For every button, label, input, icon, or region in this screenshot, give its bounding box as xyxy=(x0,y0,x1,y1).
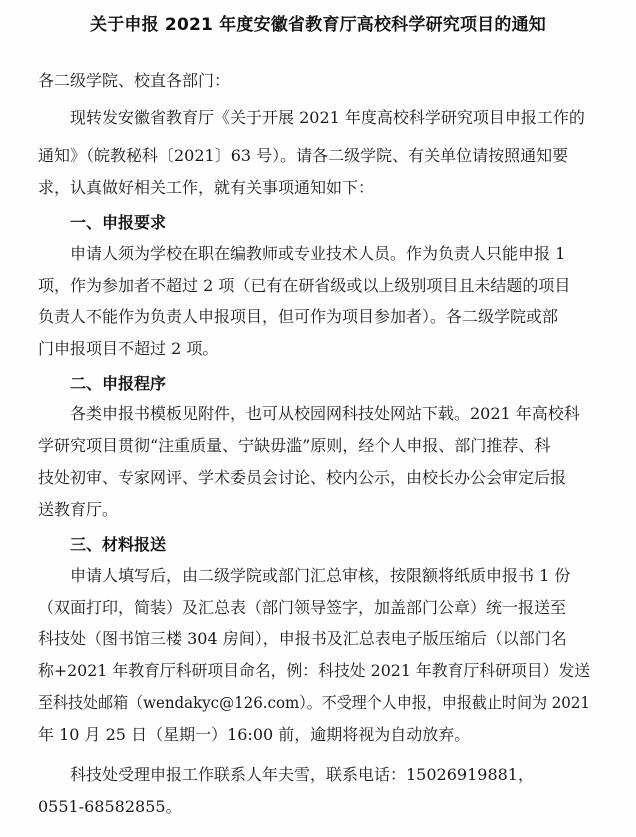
section-line: （双面打印，简装）及汇总表（部门领导签字，加盖部门公章）统一报送至 xyxy=(38,598,567,617)
section-line: 项，作为参加者不超过 2 项（已有在研省级或以上级别项目且未结题的项目 xyxy=(38,276,571,295)
intro-line: 通知》（皖教秘科〔2021〕63 号）。请各二级学院、有关单位请按照通知要 xyxy=(38,146,569,165)
section-line: 申请人须为学校在职在编教师或专业技术人员。作为负责人只能申报 1 xyxy=(70,244,566,263)
salutation: 各二级学院、校直各部门： xyxy=(38,71,231,90)
contact-line: 0551-68582855。 xyxy=(38,797,182,816)
document-title: 关于申报 2021 年度安徽省教育厅高校科学研究项目的通知 xyxy=(90,15,546,35)
section-line: 负责人不能作为负责人申报项目，但可作为项目参加者）。各二级学院或部 xyxy=(38,307,559,326)
section-line: 学研究项目贯彻“注重质量、宁缺毋滥”原则，经个人申报、部门推荐、科 xyxy=(38,436,551,455)
section-line: 技处初审、专家网评、学术委员会讨论、校内公示，由校长办公会审定后报 xyxy=(38,468,567,487)
section-line: 各类申报书模板见附件，也可从校园网科技处网站下载。2021 年高校科 xyxy=(70,404,580,423)
section-line: 门申报项目不超过 2 项。 xyxy=(38,339,219,358)
section-line: 申请人填写后，由二级学院或部门汇总审核，按限额将纸质申报书 1 份 xyxy=(70,566,571,585)
section-line: 送教育厅。 xyxy=(38,500,119,519)
intro-line: 现转发安徽省教育厅《关于开展 2021 年度高校科学研究项目申报工作的 xyxy=(70,108,585,127)
section-line: 年 10 月 25 日（星期一）16:00 前，逾期将视为自动放弃。 xyxy=(38,725,471,744)
section-heading-submission: 三、材料报送 xyxy=(70,535,167,554)
intro-line: 求，认真做好相关工作，就有关事项通知如下： xyxy=(38,178,375,197)
section-heading-requirements: 一、申报要求 xyxy=(70,213,167,232)
section-line: 至科技处邮箱（wendakyc@126.com）。不受理个人申报，申报截止时间为 2021 xyxy=(38,693,590,712)
contact-line: 科技处受理申报工作联系人年夫雪，联系电话：15026919881， xyxy=(70,765,534,784)
section-line: 称+2021 年教育厅科研项目命名，例：科技处 2021 年教育厅科研项目）发送 xyxy=(38,661,591,680)
section-heading-procedure: 二、申报程序 xyxy=(70,374,167,393)
section-line: 科技处（图书馆三楼 304 房间），申报书及汇总表电子版压缩后（以部门名 xyxy=(38,629,567,648)
